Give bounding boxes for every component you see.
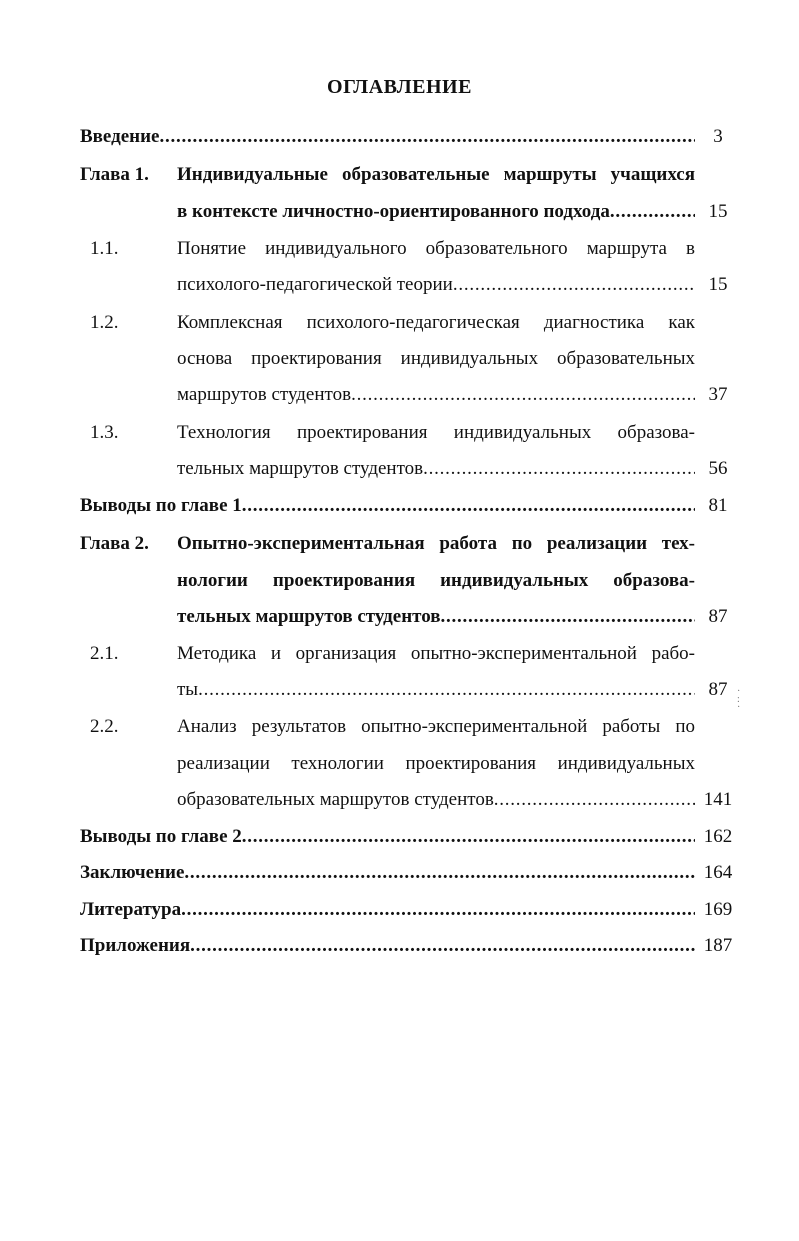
toc-s22-line2: реализации технологии проектирования индивидуальных bbox=[177, 753, 695, 774]
toc-s22-line3-text: образовательных маршрутов студентов bbox=[177, 789, 494, 810]
toc-s11-line1: Понятие индивидуального образовательного маршрута в bbox=[177, 238, 695, 259]
toc-entry-concl1[interactable] bbox=[80, 493, 695, 519]
toc-s22-number: 2.2. bbox=[90, 716, 119, 737]
toc-s22-line1: Анализ результатов опытно-экспериментальной работы по bbox=[177, 716, 695, 737]
toc-s11-line2[interactable] bbox=[177, 272, 695, 298]
toc-s12-line2: основа проектирования индивидуальных образовательных bbox=[177, 348, 695, 369]
toc-conclusion-title: Заключение bbox=[80, 862, 185, 883]
toc-intro-title: Введение bbox=[80, 126, 160, 147]
toc-ch2-line3[interactable] bbox=[177, 604, 695, 630]
toc-concl1-title: Выводы по главе 1 bbox=[80, 495, 242, 516]
toc-s21-line1: Методика и организация опытно-экспериментальной рабо- bbox=[177, 643, 695, 664]
toc-s13-line2[interactable] bbox=[177, 456, 695, 482]
toc-ch1-line2[interactable] bbox=[177, 199, 695, 225]
toc-entry-conclusion[interactable] bbox=[80, 860, 695, 886]
toc-s21-line2[interactable] bbox=[177, 677, 695, 703]
toc-ch1-number: Глава 1. bbox=[80, 164, 149, 185]
toc-s21-line2-text: ты bbox=[177, 679, 199, 700]
toc-s21-number: 2.1. bbox=[90, 643, 119, 664]
toc-s12-line1: Комплексная психолого-педагогическая диагностика как bbox=[177, 312, 695, 333]
toc-entry-appendices[interactable] bbox=[80, 933, 695, 959]
toc-s13-page: 56 bbox=[708, 458, 728, 479]
toc-ch2-number: Глава 2. bbox=[80, 533, 149, 554]
toc-ch1-page: 15 bbox=[708, 201, 728, 222]
toc-appendices-page: 187 bbox=[703, 935, 733, 956]
toc-ch2-line1: Опытно-экспериментальная работа по реализации тех- bbox=[177, 533, 695, 554]
toc-entry-intro[interactable] bbox=[80, 124, 695, 150]
toc-s11-line2-text: психолого-педагогической теории bbox=[177, 274, 453, 295]
toc-ch2-line2: нологии проектирования индивидуальных образова- bbox=[177, 570, 695, 591]
scan-speck: · : · bbox=[737, 686, 741, 713]
toc-s13-line2-text: тельных маршрутов студентов bbox=[177, 458, 424, 479]
toc-s11-page: 15 bbox=[708, 274, 728, 295]
toc-s12-page: 37 bbox=[708, 384, 728, 405]
toc-s22-line3[interactable] bbox=[177, 787, 695, 813]
toc-appendices-title: Приложения bbox=[80, 935, 191, 956]
toc-s21-page: 87 bbox=[708, 679, 728, 700]
toc-conclusion-page: 164 bbox=[703, 862, 733, 883]
toc-ch1-line2-text: в контексте личностно-ориентированного подхода bbox=[177, 201, 610, 222]
toc-ch1-line1: Индивидуальные образовательные маршруты учащихся bbox=[177, 164, 695, 185]
toc-ch2-page: 87 bbox=[708, 606, 728, 627]
page-title: ОГЛАВЛЕНИЕ bbox=[327, 76, 472, 98]
toc-s12-line3-text: маршрутов студентов bbox=[177, 384, 352, 405]
toc-s12-number: 1.2. bbox=[90, 312, 119, 333]
toc-concl2-page: 162 bbox=[703, 826, 733, 847]
toc-entry-concl2[interactable] bbox=[80, 824, 695, 850]
toc-s11-number: 1.1. bbox=[90, 238, 119, 259]
toc-concl2-title: Выводы по главе 2 bbox=[80, 826, 242, 847]
toc-s22-page: 141 bbox=[703, 789, 733, 810]
toc-s13-line1: Технология проектирования индивидуальных образова- bbox=[177, 422, 695, 443]
toc-concl1-page: 81 bbox=[708, 495, 728, 516]
toc-literature-page: 169 bbox=[703, 899, 733, 920]
toc-s13-number: 1.3. bbox=[90, 422, 119, 443]
toc-entry-literature[interactable] bbox=[80, 897, 695, 923]
toc-intro-page: 3 bbox=[713, 126, 723, 147]
toc-s12-line3[interactable] bbox=[177, 382, 695, 408]
toc-ch2-line3-text: тельных маршрутов студентов bbox=[177, 606, 441, 627]
toc-literature-title: Литература bbox=[80, 899, 182, 920]
